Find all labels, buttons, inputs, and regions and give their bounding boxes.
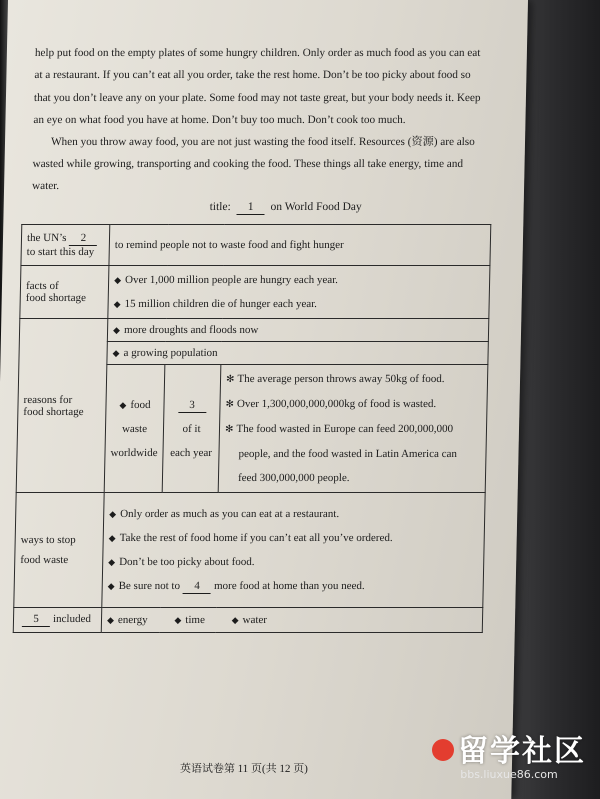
row-un-label: the UN’s 2 to start this day — [21, 225, 110, 266]
asterisk-icon: ✻ — [225, 399, 235, 410]
row-un-content: to remind people not to waste food and fight hunger — [109, 225, 491, 266]
diamond-bullet-icon: ◆ — [109, 509, 117, 519]
blank-5[interactable]: 5 — [22, 613, 50, 627]
diamond-bullet-icon: ◆ — [113, 299, 121, 309]
blank-2[interactable]: 2 — [69, 232, 97, 246]
blank-3[interactable]: 3 — [178, 399, 206, 413]
asterisk-icon: ✻ — [224, 424, 234, 435]
info-table — [13, 224, 492, 633]
row-ways-label: ways to stop food waste — [14, 493, 104, 608]
table-row-facts — [20, 266, 490, 319]
food-waste-label: ◆ food waste worldwide — [104, 365, 165, 493]
blank-1[interactable]: 1 — [236, 201, 264, 215]
row-included-label: 5 included — [13, 608, 102, 633]
table-row-reasons-a — [19, 319, 488, 342]
diamond-bullet-icon: ◆ — [108, 557, 116, 567]
title-line — [209, 201, 361, 215]
passage-line-2: at a restaurant. If you can’t eat all you order, take the rest home. Don’t be too picky about food so — [34, 69, 471, 81]
table-row-included — [13, 608, 483, 633]
diamond-bullet-icon: ◆ — [108, 533, 116, 543]
table-row-un — [21, 225, 491, 266]
diamond-bullet-icon: ◆ — [119, 399, 127, 410]
passage-line-5: When you throw away food, you are not just wasting the food itself. Resources (资源) are also — [50, 136, 475, 148]
row-included-content: ◆ energy ◆ time ◆ water — [101, 608, 483, 633]
diamond-bullet-icon: ◆ — [114, 275, 122, 285]
passage-line-7: water. — [31, 180, 60, 192]
diamond-bullet-icon: ◆ — [106, 615, 115, 625]
blank-4[interactable]: 4 — [183, 580, 211, 594]
passage-line-6: wasted while growing, transporting and cooking the food. These things all take energy, time and — [32, 158, 464, 170]
watermark-url: bbs.liuxue86.com — [460, 768, 558, 781]
row-ways-content: ◆ Only order as much as you can eat at a restaurant. ◆ Take the rest of food home if you can’t eat all you’ve ordered. ◆ Don’t be too picky about food. ◆ Be sure not to 4 more food at home than you need. — [102, 493, 485, 608]
row-facts-label: facts of food shortage — [20, 266, 109, 319]
row-facts-content: ◆ Over 1,000 million people are hungry each year. ◆ 15 million children die of hunger each year. — [108, 266, 490, 319]
food-waste-facts: ✻ The average person throws away 50kg of food. ✻ Over 1,300,000,000,000kg of food is wasted. ✻ The food wasted in Europe can feed 200,000,000 people, and the food wasted in Latin America can feed 300,000,000 people. — [218, 365, 488, 493]
diamond-bullet-icon: ◆ — [112, 348, 120, 358]
diamond-bullet-icon: ◆ — [112, 325, 121, 335]
row-reasons-label: reasons for food shortage — [16, 319, 108, 493]
food-waste-mid: 3 of it each year — [162, 365, 221, 493]
reason-item-2: ◆ a growing population — [107, 342, 488, 365]
watermark: 留学社区 bbs.liuxue86.com — [432, 726, 586, 781]
diamond-bullet-icon: ◆ — [231, 615, 239, 625]
title-prefix: title: — [209, 201, 231, 213]
table-row-ways — [14, 493, 485, 608]
site-logo-icon — [432, 739, 454, 761]
page-footer: 英语试卷第 11 页(共 12 页) — [179, 763, 308, 775]
passage-line-4: an eye on what food you have at home. Don’t buy too much. Don’t cook too much. — [33, 114, 406, 126]
title-suffix: on World Food Day — [270, 201, 362, 213]
diamond-bullet-icon: ◆ — [107, 581, 115, 591]
passage-line-3: that you don’t leave any on your plate. Some food may not taste great, but your body needs it. Keep — [33, 92, 481, 104]
diamond-bullet-icon: ◆ — [174, 615, 182, 625]
passage-line-1: help put food on the empty plates of some hungry children. Only order as much food as you can eat — [34, 47, 481, 59]
asterisk-icon: ✻ — [225, 374, 235, 385]
reason-item-1: ◆ more droughts and floods now — [107, 319, 488, 342]
